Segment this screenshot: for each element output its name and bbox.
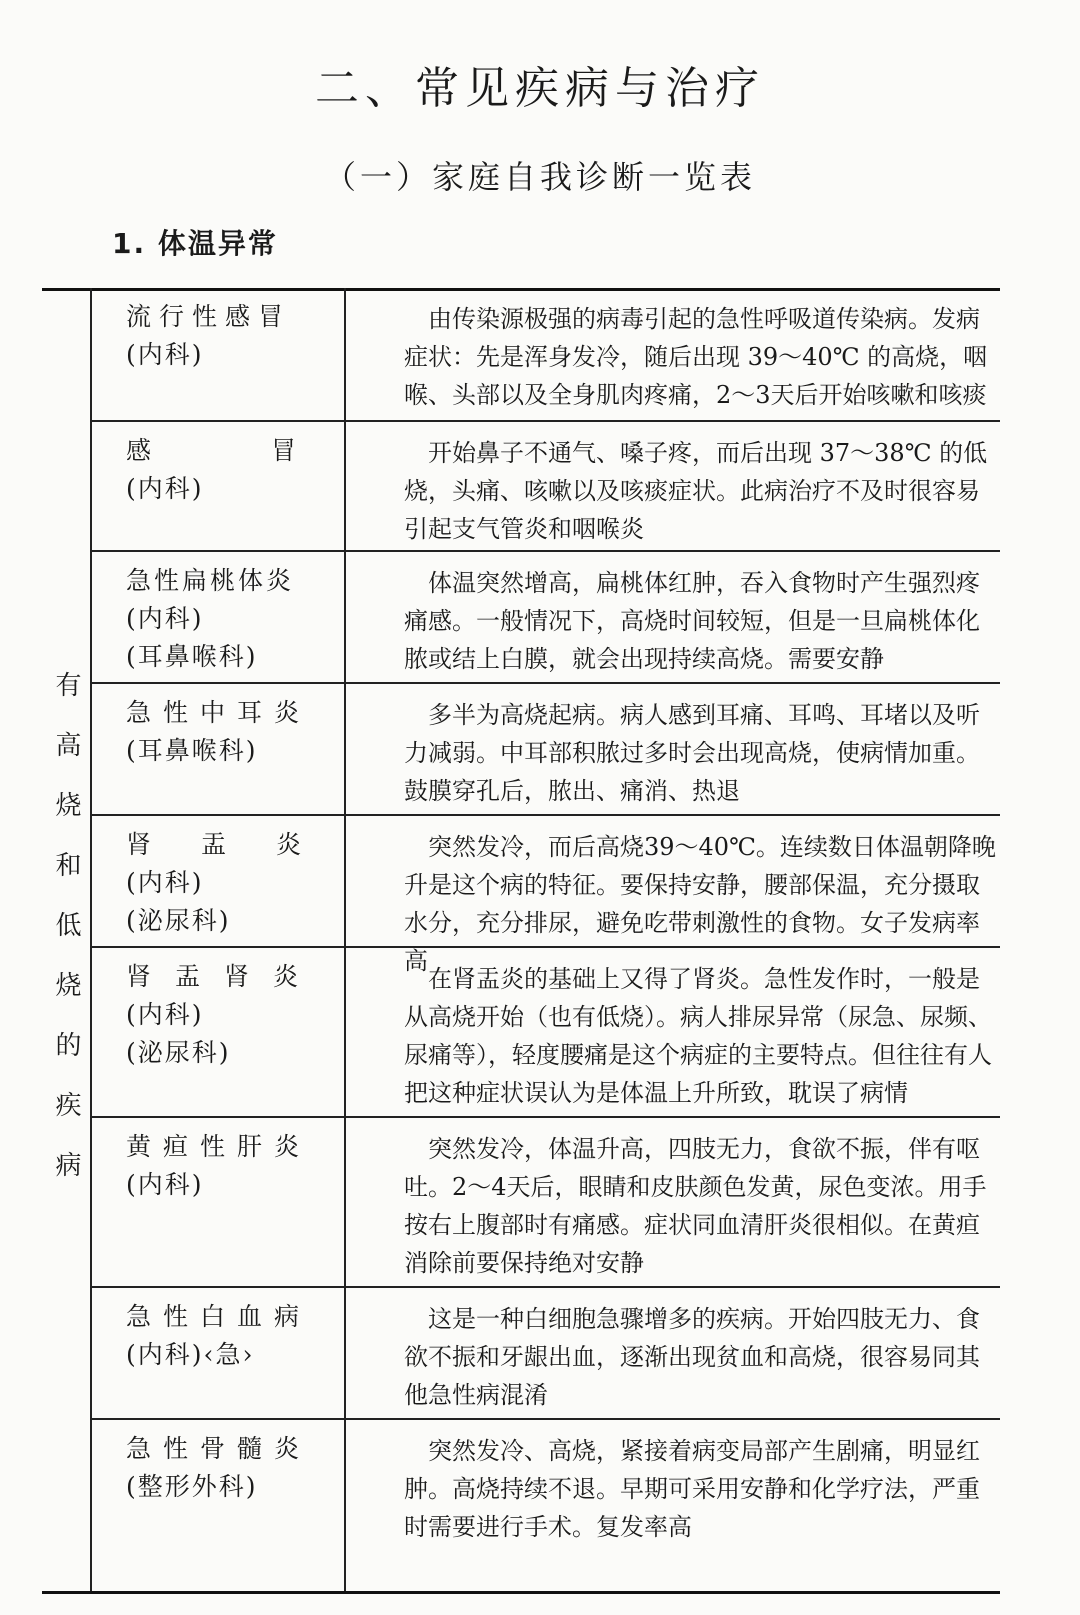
disease-name: 流行性感冒 xyxy=(126,302,292,331)
symptom-description: 多半为高烧起病。病人感到耳痛、耳鸣、耳堵以及听力减弱。中耳部积脓过多时会出现高烧，使病情加重。鼓膜穿孔后，脓出、痛消、热退 xyxy=(404,701,980,805)
table-row xyxy=(90,814,1000,975)
disease-name: 肾盂肾炎 xyxy=(126,962,323,991)
department: (泌尿科) xyxy=(126,906,231,935)
symptom-description: 这是一种白细胞急骤增多的疾病。开始四肢无力、食欲不振和牙龈出血，逐渐出现贫血和高烧，很容易同其他急性病混淆 xyxy=(404,1305,980,1409)
department: (内科) xyxy=(126,604,204,633)
table-row xyxy=(90,946,1000,1116)
disease-name: 急性中耳炎 xyxy=(126,698,312,727)
table-row xyxy=(90,1116,1000,1286)
disease-name: 黄疸性肝炎 xyxy=(126,1132,312,1161)
department: (内科) xyxy=(126,1170,204,1199)
section-heading: 1. 体温异常 xyxy=(112,227,278,260)
symptom-description: 在肾盂炎的基础上又得了肾炎。急性发作时，一般是从高烧开始（也有低烧）。病人排尿异常（尿急、尿频、尿痛等），轻度腰痛是这个病症的主要特点。但往往有人把这种症状误认为是体温上升所致，耽误了病情 xyxy=(404,965,992,1107)
department: (内科) xyxy=(126,474,204,503)
table-row xyxy=(90,1286,1000,1418)
table-row xyxy=(90,1418,1000,1594)
department: (耳鼻喉科) xyxy=(126,642,258,671)
disease-cell xyxy=(126,298,356,374)
disease-cell xyxy=(126,694,356,770)
disease-cell xyxy=(126,1298,356,1374)
table-row xyxy=(90,682,1000,814)
symptom-description: 突然发冷，体温升高，四肢无力，食欲不振，伴有呕吐。2～4天后，眼睛和皮肤颜色发黄，尿色变浓。用手按右上腹部时有痛感。症状同血清肝炎很相似。在黄疸消除前要保持绝对安静 xyxy=(404,1135,987,1277)
department: (整形外科) xyxy=(126,1472,258,1501)
page-title: 二、常见疾病与治疗 xyxy=(315,63,765,114)
disease-cell xyxy=(126,432,417,508)
page-subtitle: （一）家庭自我诊断一览表 xyxy=(323,158,756,196)
department: (内科) xyxy=(126,868,204,897)
symptom-description: 体温突然增高，扁桃体红肿，吞入食物时产生强烈疼痛感。一般情况下，高烧时间较短，但是一旦扁桃体化脓或结上白膜，就会出现持续高烧。需要安静 xyxy=(404,569,980,673)
symptom-description: 突然发冷、高烧，紧接着病变局部产生剧痛，明显红肿。高烧持续不退。早期可采用安静和化学疗法，严重时需要进行手术。复发率高 xyxy=(404,1437,980,1541)
disease-cell xyxy=(126,562,356,676)
diagnosis-table xyxy=(42,288,1000,1594)
table-row xyxy=(90,550,1000,682)
department: (泌尿科) xyxy=(126,1038,231,1067)
table-row xyxy=(90,420,1000,550)
table-rows xyxy=(90,288,1000,1594)
group-label: 有高烧和低烧的疾病 xyxy=(51,671,81,1211)
disease-name: 感冒 xyxy=(126,436,417,465)
symptom-description: 开始鼻子不通气、嗓子疼，而后出现 37～38℃ 的低烧，头痛、咳嗽以及咳痰症状。此病治疗不及时很容易引起支气管炎和咽喉炎 xyxy=(404,439,988,543)
symptom-description: 由传染源极强的病毒引起的急性呼吸道传染病。发病症状：先是浑身发冷，随后出现 39～40℃ 的高烧，咽喉、头部以及全身肌肉疼痛，2～3天后开始咳嗽和咳痰 xyxy=(404,305,988,409)
department: (内科) xyxy=(126,1000,204,1029)
disease-name: 急性骨髓炎 xyxy=(126,1434,312,1463)
disease-name: 肾盂炎 xyxy=(126,830,352,859)
disease-name: 急性扁桃体炎 xyxy=(126,566,295,595)
symptom-description: 突然发冷，而后高烧39～40℃。连续数日体温朝降晚升是这个病的特征。要保持安静，腰部保温，充分摄取水分，充分排尿，避免吃带刺激性的食物。女子发病率高 xyxy=(404,833,996,975)
department: (内科)‹急› xyxy=(126,1340,255,1369)
disease-name: 急性白血病 xyxy=(126,1302,312,1331)
disease-cell xyxy=(126,958,356,1072)
table-row xyxy=(90,288,1000,420)
disease-cell xyxy=(126,826,356,940)
department: (耳鼻喉科) xyxy=(126,736,258,765)
table-bottom-rule xyxy=(42,1591,1000,1594)
group-column xyxy=(42,288,90,1594)
disease-cell xyxy=(126,1128,356,1204)
disease-cell xyxy=(126,1430,356,1506)
department: (内科) xyxy=(126,340,204,369)
